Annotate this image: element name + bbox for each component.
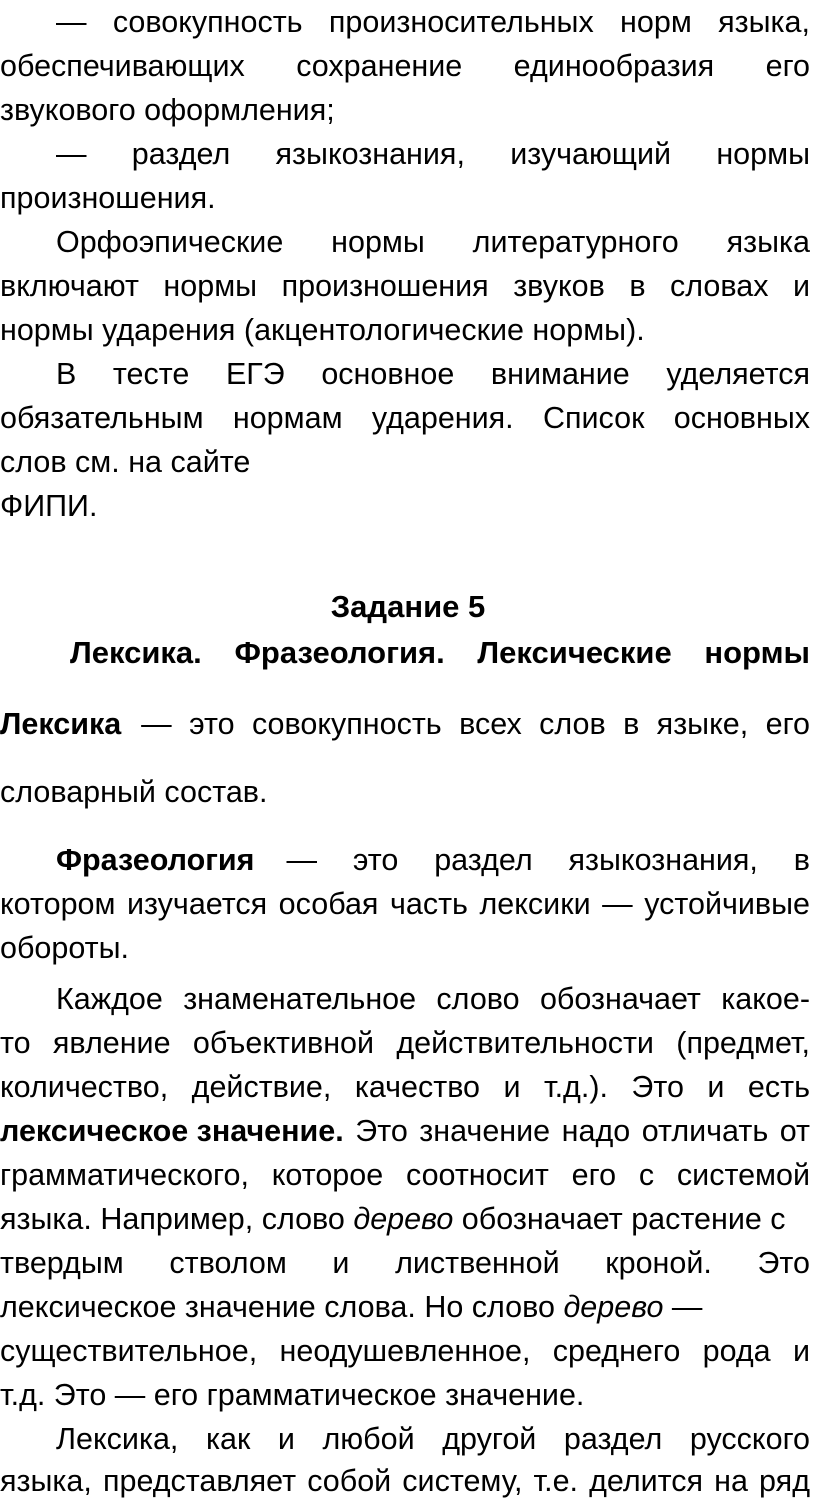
- text-line: [0, 1199, 810, 1239]
- text-line: [0, 1111, 810, 1151]
- text-segment: языка. Например, слово: [0, 1202, 354, 1236]
- text-segment: обозначает растение с: [453, 1202, 786, 1236]
- definition-text: — это совокупность всех слов в языке, его: [141, 707, 810, 741]
- text-line: грамматического, которое соотносит его с системой: [0, 1158, 810, 1192]
- text-line: В тесте ЕГЭ основное внимание уделяется: [56, 357, 810, 391]
- text-line: [0, 1287, 810, 1327]
- text-line: — раздел языкознания, изучающий нормы: [56, 137, 810, 171]
- text-line: существительное, неодушевленное, среднего рода и: [0, 1334, 810, 1368]
- text-line: нормы ударения (акцентологические нормы).: [0, 313, 645, 347]
- text-line: то явление объективной действительности (предмет,: [0, 1026, 810, 1060]
- text-line: Лексика, как и любой другой раздел русского: [56, 1422, 810, 1456]
- term-lexicon: Лексика: [0, 707, 122, 741]
- subtitle-word: Фразеология.: [234, 635, 445, 670]
- text-line: твердым стволом и лиственной кроной. Это: [0, 1246, 810, 1280]
- subtitle-word: Лексические: [477, 635, 672, 670]
- text-line: Каждое знаменательное слово обозначает какое-: [56, 982, 810, 1016]
- text-line: котором изучается особая часть лексики — устойчивые: [0, 887, 810, 921]
- subtitle-word: Лексика.: [70, 635, 202, 670]
- definition-lexicon: [0, 704, 810, 744]
- task-title: Задание 5: [330, 589, 486, 624]
- term-phraseology: Фразеология: [56, 843, 255, 877]
- text-segment: —: [663, 1290, 703, 1324]
- text-segment: Это значение надо отличать от: [343, 1114, 810, 1148]
- text-line: — совокупность произносительных норм языка,: [56, 5, 810, 39]
- task-subtitle: [70, 633, 810, 673]
- text-line: слов см. на сайте: [0, 445, 251, 479]
- example-word: дерево: [353, 1202, 454, 1236]
- text-line: произношения.: [0, 181, 216, 215]
- text-line: количество, действие, качество и т.д.). Это и есть: [0, 1070, 810, 1104]
- text-line: обороты.: [0, 931, 130, 965]
- text-line: обеспечивающих сохранение единообразия его: [0, 49, 810, 83]
- text-line: звукового оформления;: [0, 93, 335, 127]
- definition-text: — это раздел языкознания, в: [286, 843, 810, 877]
- text-line: словарный состав.: [0, 775, 268, 809]
- term-lexical-meaning: лексическое значение.: [0, 1114, 344, 1148]
- text-line: т.д. Это — его грамматическое значение.: [0, 1378, 585, 1412]
- text-segment: лексическое значение слова. Но слово: [0, 1290, 564, 1324]
- text-line: обязательным нормам ударения. Список основных: [0, 401, 810, 435]
- text-line: языка, представляет собой систему, т.е. делится на ряд: [0, 1464, 810, 1498]
- subtitle-word: нормы: [704, 635, 810, 670]
- example-word: дерево: [563, 1290, 664, 1324]
- definition-phraseology: [56, 840, 810, 880]
- text-line: ФИПИ.: [0, 489, 98, 523]
- text-line: Орфоэпические нормы литературного языка: [56, 225, 810, 259]
- text-line: включают нормы произношения звуков в словах и: [0, 269, 810, 303]
